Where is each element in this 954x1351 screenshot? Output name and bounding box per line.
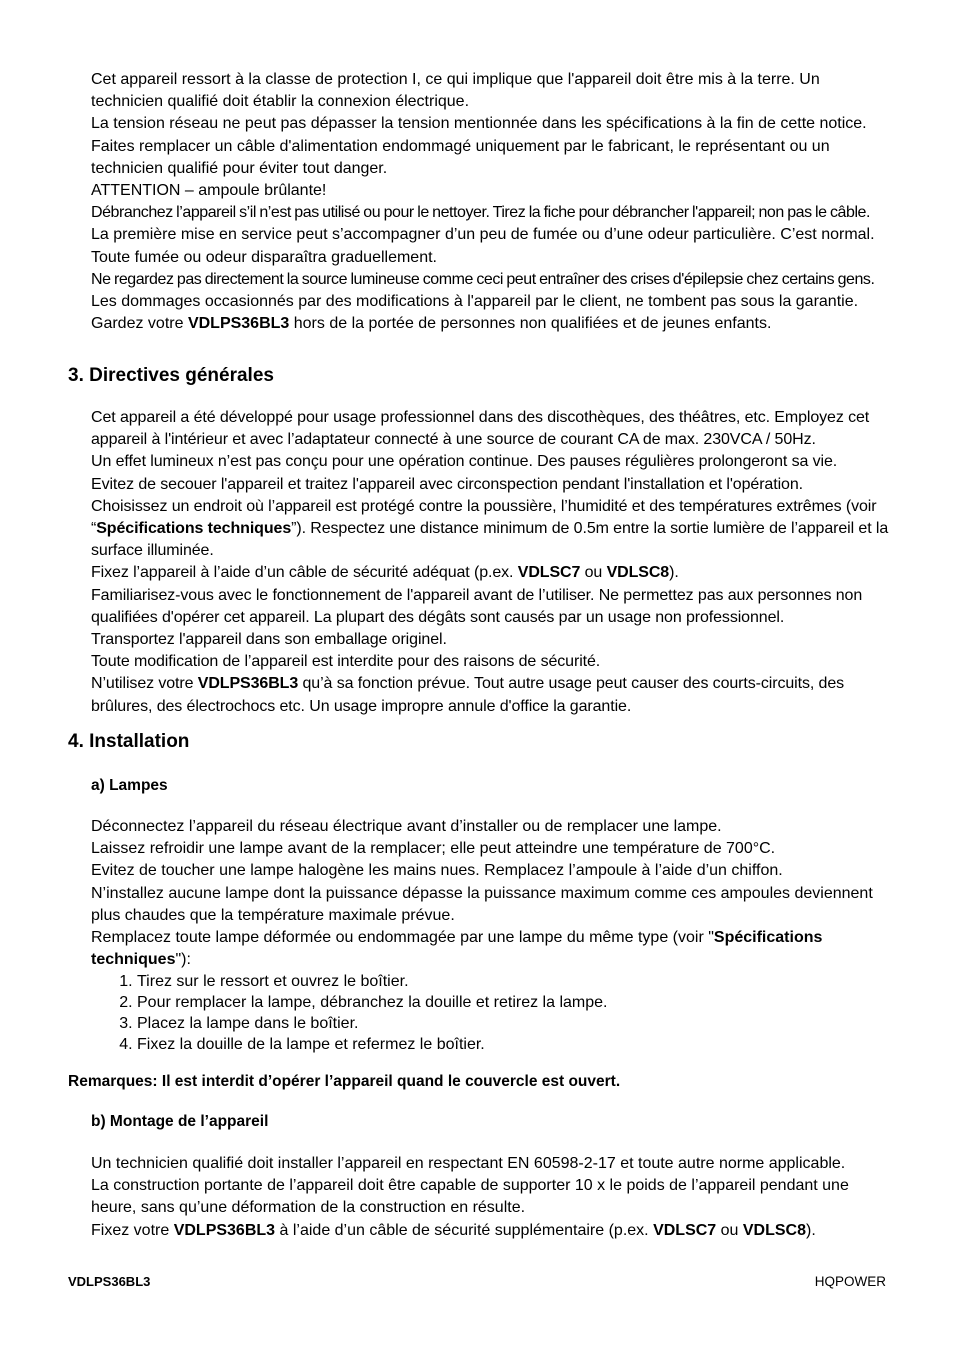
paragraph: Les dommages occasionnés par des modifications à l'appareil par le client, ne tombent pas sous la garantie. (91, 293, 859, 311)
paragraph: Cet appareil a été développé pour usage professionnel dans des discothèques, des théâtres, etc. Employez cet appareil à l'intérieur et avec l’adaptateur connecté à une source de courant CA de max. 230VCA / 50Hz. (91, 409, 870, 449)
text: ). (669, 564, 679, 582)
lamps-instructions (91, 816, 891, 1055)
paragraph: Toute modification de l’appareil est interdite pour des raisons de sécurité. (91, 653, 601, 671)
paragraph: Cet appareil ressort à la classe de protection I, ce qui implique que l'appareil doit être mis à la terre. Un technicien qualifié doit établir la connexion électrique. (91, 71, 820, 111)
paragraph: N’installez aucune lampe dont la puissance dépasse la puissance maximum comme ces ampoules deviennent plus chaudes que la température maximale prévue. (91, 884, 873, 924)
paragraph: ATTENTION – ampoule brûlante! (91, 182, 327, 200)
model-code: VDLPS36BL3 (197, 675, 299, 693)
text: Gardez votre (91, 315, 188, 333)
paragraph: La construction portante de l’appareil doit être capable de supporter 10 x le poids de l’appareil pendant une heure, sans qu’une déformation de la construction en résulte. (91, 1177, 849, 1217)
footer-brand: HQPOWER (814, 1274, 886, 1289)
text: ou (580, 564, 607, 582)
paragraph: Ne regardez pas directement la source lumineuse comme ceci peut entraîner des crises d'épilepsie chez certains gens. (91, 270, 875, 288)
subheading-lamps: a) Lampes (91, 777, 168, 794)
subheading-mounting: b) Montage de l’appareil (91, 1113, 269, 1130)
text: Fixez votre (91, 1221, 174, 1239)
text: Choisissez un endroit où l’appareil est protégé contre la poussière, l’humidité et des températures extrêmes (voir “ (91, 497, 877, 538)
mounting-instructions (91, 1153, 891, 1242)
list-item: 4. Fixez la douille de la lampe et refermez le boîtier. (137, 1034, 891, 1055)
remark-note: Remarques: Il est interdit d’opérer l’appareil quand le couvercle est ouvert. (68, 1073, 621, 1090)
paragraph: La tension réseau ne peut pas dépasser la tension mentionnée dans les spécifications à la fin de cette notice. (91, 115, 867, 133)
model-code: VDLPS36BL3 (173, 1221, 276, 1239)
paragraph: Faites remplacer un câble d'alimentation endommagé uniquement par le fabricant, le représentant ou un technicien qualifié pour éviter tout danger. (91, 137, 830, 177)
lamp-replacement-steps (91, 971, 891, 1055)
text: ou (716, 1221, 743, 1239)
paragraph: Evitez de toucher une lampe halogène les mains nues. Remplacez l’ampoule à l’aide d’un chiffon. (91, 862, 783, 880)
list-item: 3. Placez la lampe dans le boîtier. (137, 1013, 891, 1034)
paragraph: Familiarisez-vous avec le fonctionnement de l'appareil avant de l’utiliser. Ne permettez pas aux personnes non qualifiées d'opérer cet appareil. La plupart des dégâts sont causés par un usage non professionnel. (91, 586, 863, 626)
paragraph: Un technicien qualifié doit installer l’appareil en respectant EN 60598-2-17 et toute autre norme applicable. (91, 1155, 846, 1172)
paragraph (91, 927, 891, 971)
text: Fixez l’appareil à l’aide d’un câble de sécurité adéquat (p.ex. (91, 564, 518, 582)
text: hors de la portée de personnes non qualifiées et de jeunes enfants. (289, 315, 772, 333)
paragraph (91, 673, 891, 717)
bold-reference: Spécifications techniques (91, 929, 823, 969)
model-code: VDLPS36BL3 (187, 315, 290, 333)
text: ”). Respectez une distance minimum de 0.5m entre la sortie lumière de l’appareil et la surface illuminée. (91, 520, 889, 560)
paragraph (91, 496, 891, 563)
text: ). (806, 1221, 816, 1239)
paragraph: Laissez refroidir une lampe avant de la remplacer; elle peut atteindre une température de 700°C. (91, 840, 776, 858)
paragraph (91, 1220, 891, 1242)
list-item: 2. Pour remplacer la lampe, débranchez la douille et retirez la lampe. (137, 992, 891, 1013)
paragraph (91, 313, 891, 335)
section-heading-general-guidelines: 3. Directives générales (68, 365, 274, 386)
paragraph: Evitez de secouer l'appareil et traitez l'appareil avec circonspection pendant l'installation et l'opération. (91, 475, 803, 493)
paragraph: Un effet lumineux n’est pas conçu pour une opération continue. Des pauses régulières prolongeront sa vie. (91, 453, 838, 471)
text: N’utilisez votre (91, 675, 198, 693)
paragraph (91, 562, 891, 584)
list-item: 1. Tirez sur le ressort et ouvrez le boîtier. (137, 971, 891, 992)
model-code: VDLSC8 (606, 564, 670, 582)
general-guidelines (91, 407, 891, 718)
bold-reference: Spécifications techniques (96, 520, 292, 538)
section-heading-installation: 4. Installation (68, 731, 190, 752)
text: à l’aide d’un câble de sécurité supplémentaire (p.ex. (275, 1221, 654, 1239)
text: qu’à sa fonction prévue. Tout autre usage peut causer des courts-circuits, des brûlures, des électrochocs etc. Un usage impropre annule d'office la garantie. (91, 675, 845, 715)
model-code: VDLSC7 (517, 564, 581, 582)
paragraph: Transportez l'appareil dans son emballage originel. (91, 631, 447, 649)
paragraph: Déconnectez l’appareil du réseau électrique avant d’installer ou de remplacer une lampe. (91, 818, 722, 835)
text: Remplacez toute lampe déformée ou endommagée par une lampe du même type (voir " (91, 929, 714, 947)
model-code: VDLSC7 (653, 1221, 717, 1239)
model-code: VDLSC8 (742, 1221, 806, 1239)
footer-model: VDLPS36BL3 (68, 1274, 151, 1289)
text: "): (175, 951, 191, 969)
paragraph: La première mise en service peut s’accompagner d’un peu de fumée ou d’une odeur particulière. C’est normal. Toute fumée ou odeur disparaîtra graduellement. (91, 226, 875, 266)
paragraph: Débranchez l’appareil s’il n’est pas utilisé ou pour le nettoyer. Tirez la fiche pour débrancher l'appareil; non pas le câble. (91, 204, 871, 222)
safety-instructions (91, 69, 891, 335)
